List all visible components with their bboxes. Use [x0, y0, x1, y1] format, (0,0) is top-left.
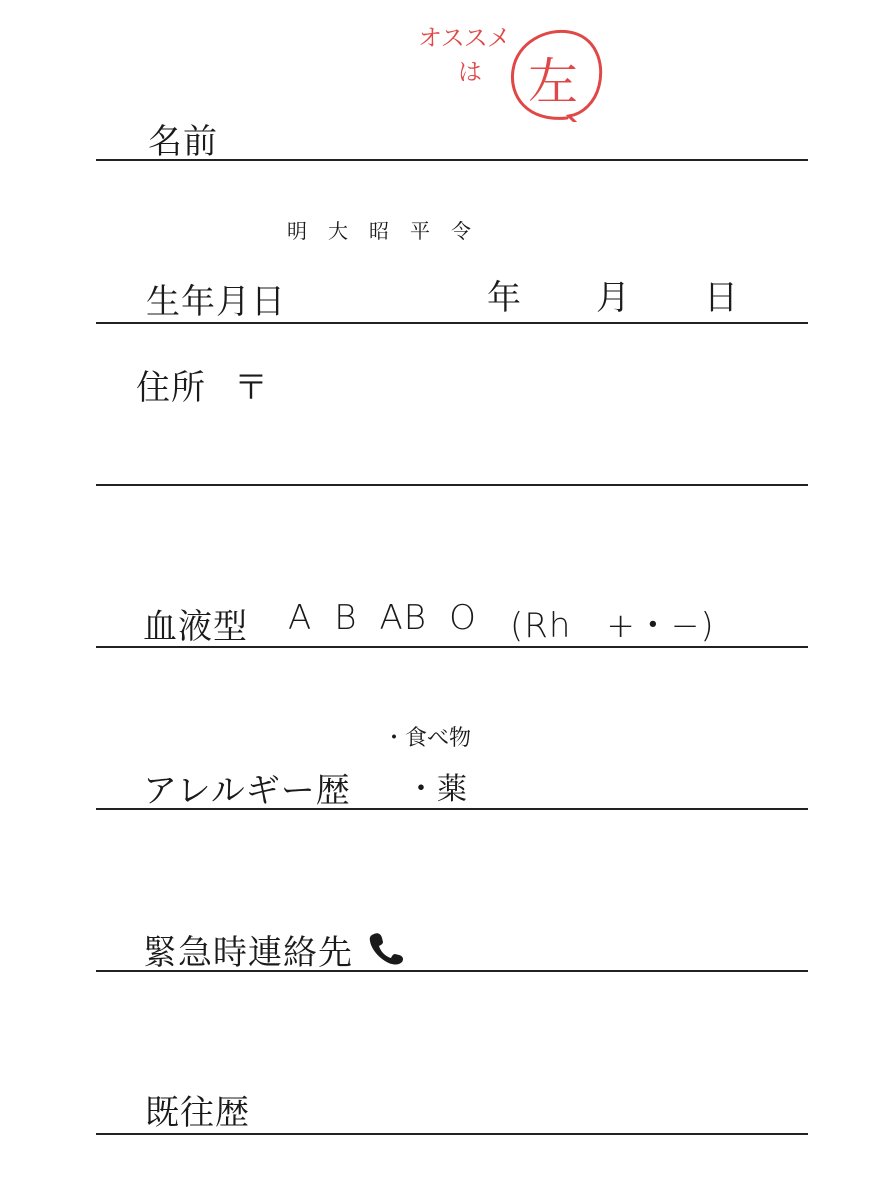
medical-history-line: [96, 1133, 808, 1135]
blood-type-o[interactable]: O: [449, 598, 477, 638]
name-label: 名前: [148, 122, 218, 162]
era-meiji[interactable]: 明: [287, 219, 307, 243]
blood-type-label: 血液型: [143, 607, 248, 647]
recommendation-note-particle: は: [458, 58, 482, 86]
blood-type-options: [288, 598, 499, 638]
phone-icon: [366, 930, 406, 966]
birthday-line: [96, 322, 808, 324]
address-label: 住所: [136, 368, 206, 408]
blood-type-line: [96, 646, 808, 648]
circled-character: 左: [528, 53, 578, 111]
address-line: [96, 484, 808, 486]
recommendation-note: オススメ: [418, 24, 510, 52]
era-showa[interactable]: 昭: [369, 219, 389, 243]
emergency-contact-line: [96, 970, 808, 972]
blood-type-a[interactable]: A: [288, 598, 313, 638]
rh-factor: (Rh +・−): [510, 606, 715, 646]
birthday-year-unit: 年: [487, 278, 522, 318]
name-line: [96, 159, 808, 161]
emergency-contact-label: 緊急時連絡先: [143, 933, 353, 973]
birthday-day-unit: 日: [704, 278, 739, 318]
allergy-line: [96, 808, 808, 810]
era-reiwa[interactable]: 令: [451, 219, 471, 243]
era-taisho[interactable]: 大: [328, 219, 348, 243]
blood-type-ab[interactable]: AB: [379, 598, 428, 638]
birthday-month-unit: 月: [596, 278, 631, 318]
medical-history-label: 既往歴: [145, 1093, 250, 1133]
birthday-label: 生年月日: [146, 282, 286, 322]
era-heisei[interactable]: 平: [410, 219, 430, 243]
allergy-label: アレルギー歴: [143, 771, 351, 811]
postal-mark: 〒: [234, 368, 269, 408]
blood-type-b[interactable]: B: [334, 598, 358, 638]
allergy-medicine-option: ・薬: [406, 772, 468, 807]
allergy-food-option: ・食べ物: [383, 726, 472, 751]
era-options: [287, 215, 492, 244]
